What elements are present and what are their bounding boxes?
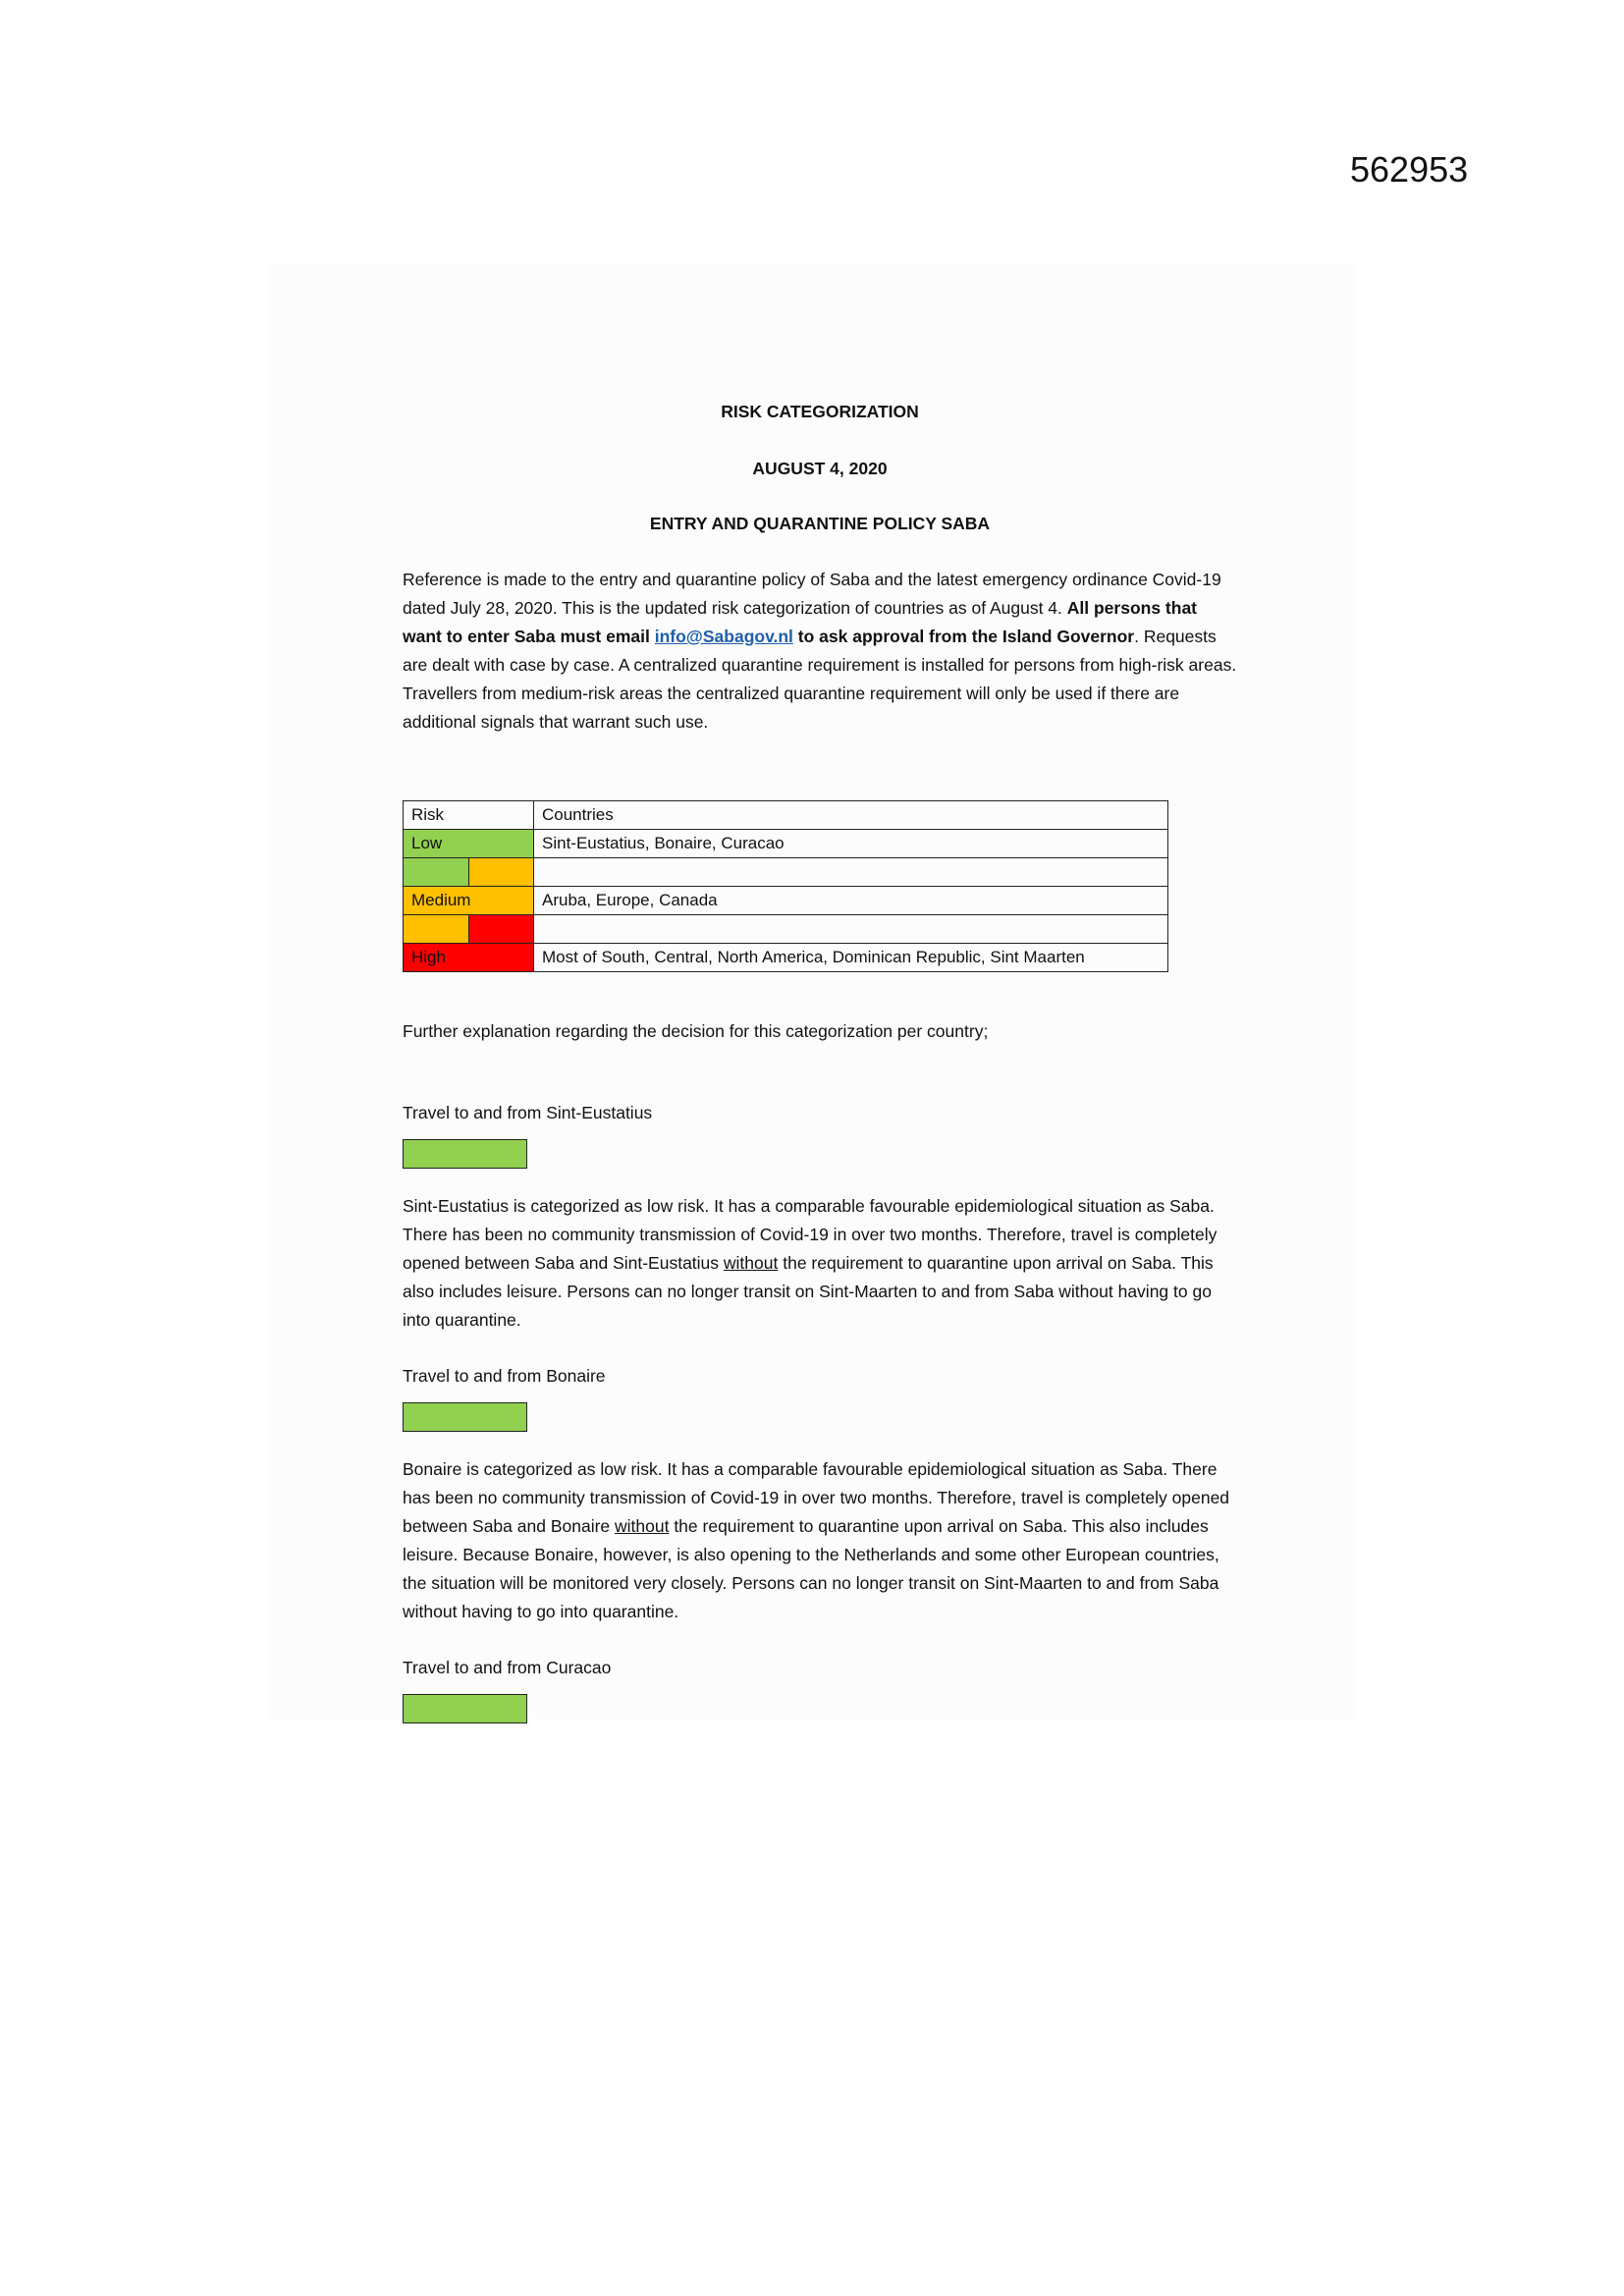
- low-risk-swatch: [403, 1402, 527, 1432]
- intro-text-1: Reference is made to the entry and quarantine policy of Saba and the latest emergency ordinance Covid-19 dated July 28, 2020. This is the updated risk categorization of countries as of August 4.: [403, 570, 1221, 618]
- table-row-low-medium: [404, 858, 1168, 887]
- risk-table: [403, 800, 1168, 972]
- intro-bold-1: All persons that want to enter Saba must email: [403, 598, 1198, 646]
- risk-medium-cell: Medium: [404, 887, 534, 915]
- section-text-a: Bonaire is categorized as low risk. It has a comparable favourable epidemiological situation as Saba. There has been no community transmission of Covid-19 in over two months. Therefore, travel is completely opened between Saba and Bonaire: [403, 1459, 1230, 1536]
- section-text-b: the requirement to quarantine upon arrival on Saba. This also includes leisure. Because Bonaire, however, is also opening to the Netherlands and some other European countries, the situation will be monitored very closely. Persons can no longer transit on Sint-Maarten to and from Saba without having to go into quarantine.: [403, 1516, 1219, 1621]
- section-text-sint-eustatius: [403, 1192, 1237, 1335]
- green-swatch: [404, 858, 469, 886]
- section-title-bonaire: Travel to and from Bonaire: [403, 1366, 606, 1386]
- document-subtitle: ENTRY AND QUARANTINE POLICY SABA: [649, 514, 991, 533]
- low-risk-swatch: [403, 1694, 527, 1723]
- section-text-bonaire: [403, 1455, 1237, 1626]
- header-risk: Risk: [404, 801, 534, 830]
- document-number: 562953: [1350, 149, 1469, 190]
- intro-text-2: . Requests are dealt with case by case. A centralized quarantine requirement is installed for persons from high-risk areas. Travellers from medium-risk areas the centralized quarantine requirement will only be used if there are additional signals that warrant such use.: [403, 627, 1237, 732]
- section-text-a: Sint-Eustatius is categorized as low risk. It has a comparable favourable epidemiological situation as Saba. There has been no community transmission of Covid-19 in over two months. Therefore, travel is completely opened between Saba and Sint-Eustatius: [403, 1196, 1218, 1273]
- table-row-medium-high: [404, 915, 1168, 944]
- document-date: AUGUST 4, 2020: [752, 459, 888, 478]
- document-body: [403, 398, 1237, 1723]
- table-header-row: [404, 801, 1168, 830]
- table-row-medium: [404, 887, 1168, 915]
- underlined-word: without: [615, 1516, 670, 1536]
- page-title: RISK CATEGORIZATION: [721, 402, 919, 421]
- email-link[interactable]: info@Sabagov.nl: [654, 627, 793, 646]
- countries-low-medium-cell: [534, 858, 1168, 887]
- table-row-high: [404, 944, 1168, 972]
- risk-medium-high-cell: [404, 915, 534, 944]
- further-explanation: Further explanation regarding the decision for this categorization per country;: [403, 1021, 989, 1041]
- intro-bold-2: to ask approval from the Island Governor: [792, 627, 1135, 646]
- amber-swatch: [404, 915, 469, 943]
- red-swatch: [469, 915, 534, 943]
- countries-medium-high-cell: [534, 915, 1168, 944]
- table-row-low: [404, 830, 1168, 858]
- countries-low-cell: Sint-Eustatius, Bonaire, Curacao: [534, 830, 1168, 858]
- risk-low-medium-cell: [404, 858, 534, 887]
- risk-low-cell: Low: [404, 830, 534, 858]
- risk-high-cell: High: [404, 944, 534, 972]
- countries-medium-cell: Aruba, Europe, Canada: [534, 887, 1168, 915]
- intro-paragraph: [403, 566, 1237, 737]
- underlined-word: without: [723, 1253, 779, 1273]
- header-countries: Countries: [534, 801, 1168, 830]
- section-title-curacao: Travel to and from Curacao: [403, 1658, 612, 1677]
- section-text-b: the requirement to quarantine upon arrival on Saba. This also includes leisure. Persons can no longer transit on Sint-Maarten to and from Saba without having to go into quarantine.: [403, 1253, 1214, 1330]
- low-risk-swatch: [403, 1139, 527, 1169]
- section-title-sint-eustatius: Travel to and from Sint-Eustatius: [403, 1103, 653, 1122]
- amber-swatch: [469, 858, 534, 886]
- countries-high-cell: Most of South, Central, North America, Dominican Republic, Sint Maarten: [534, 944, 1168, 972]
